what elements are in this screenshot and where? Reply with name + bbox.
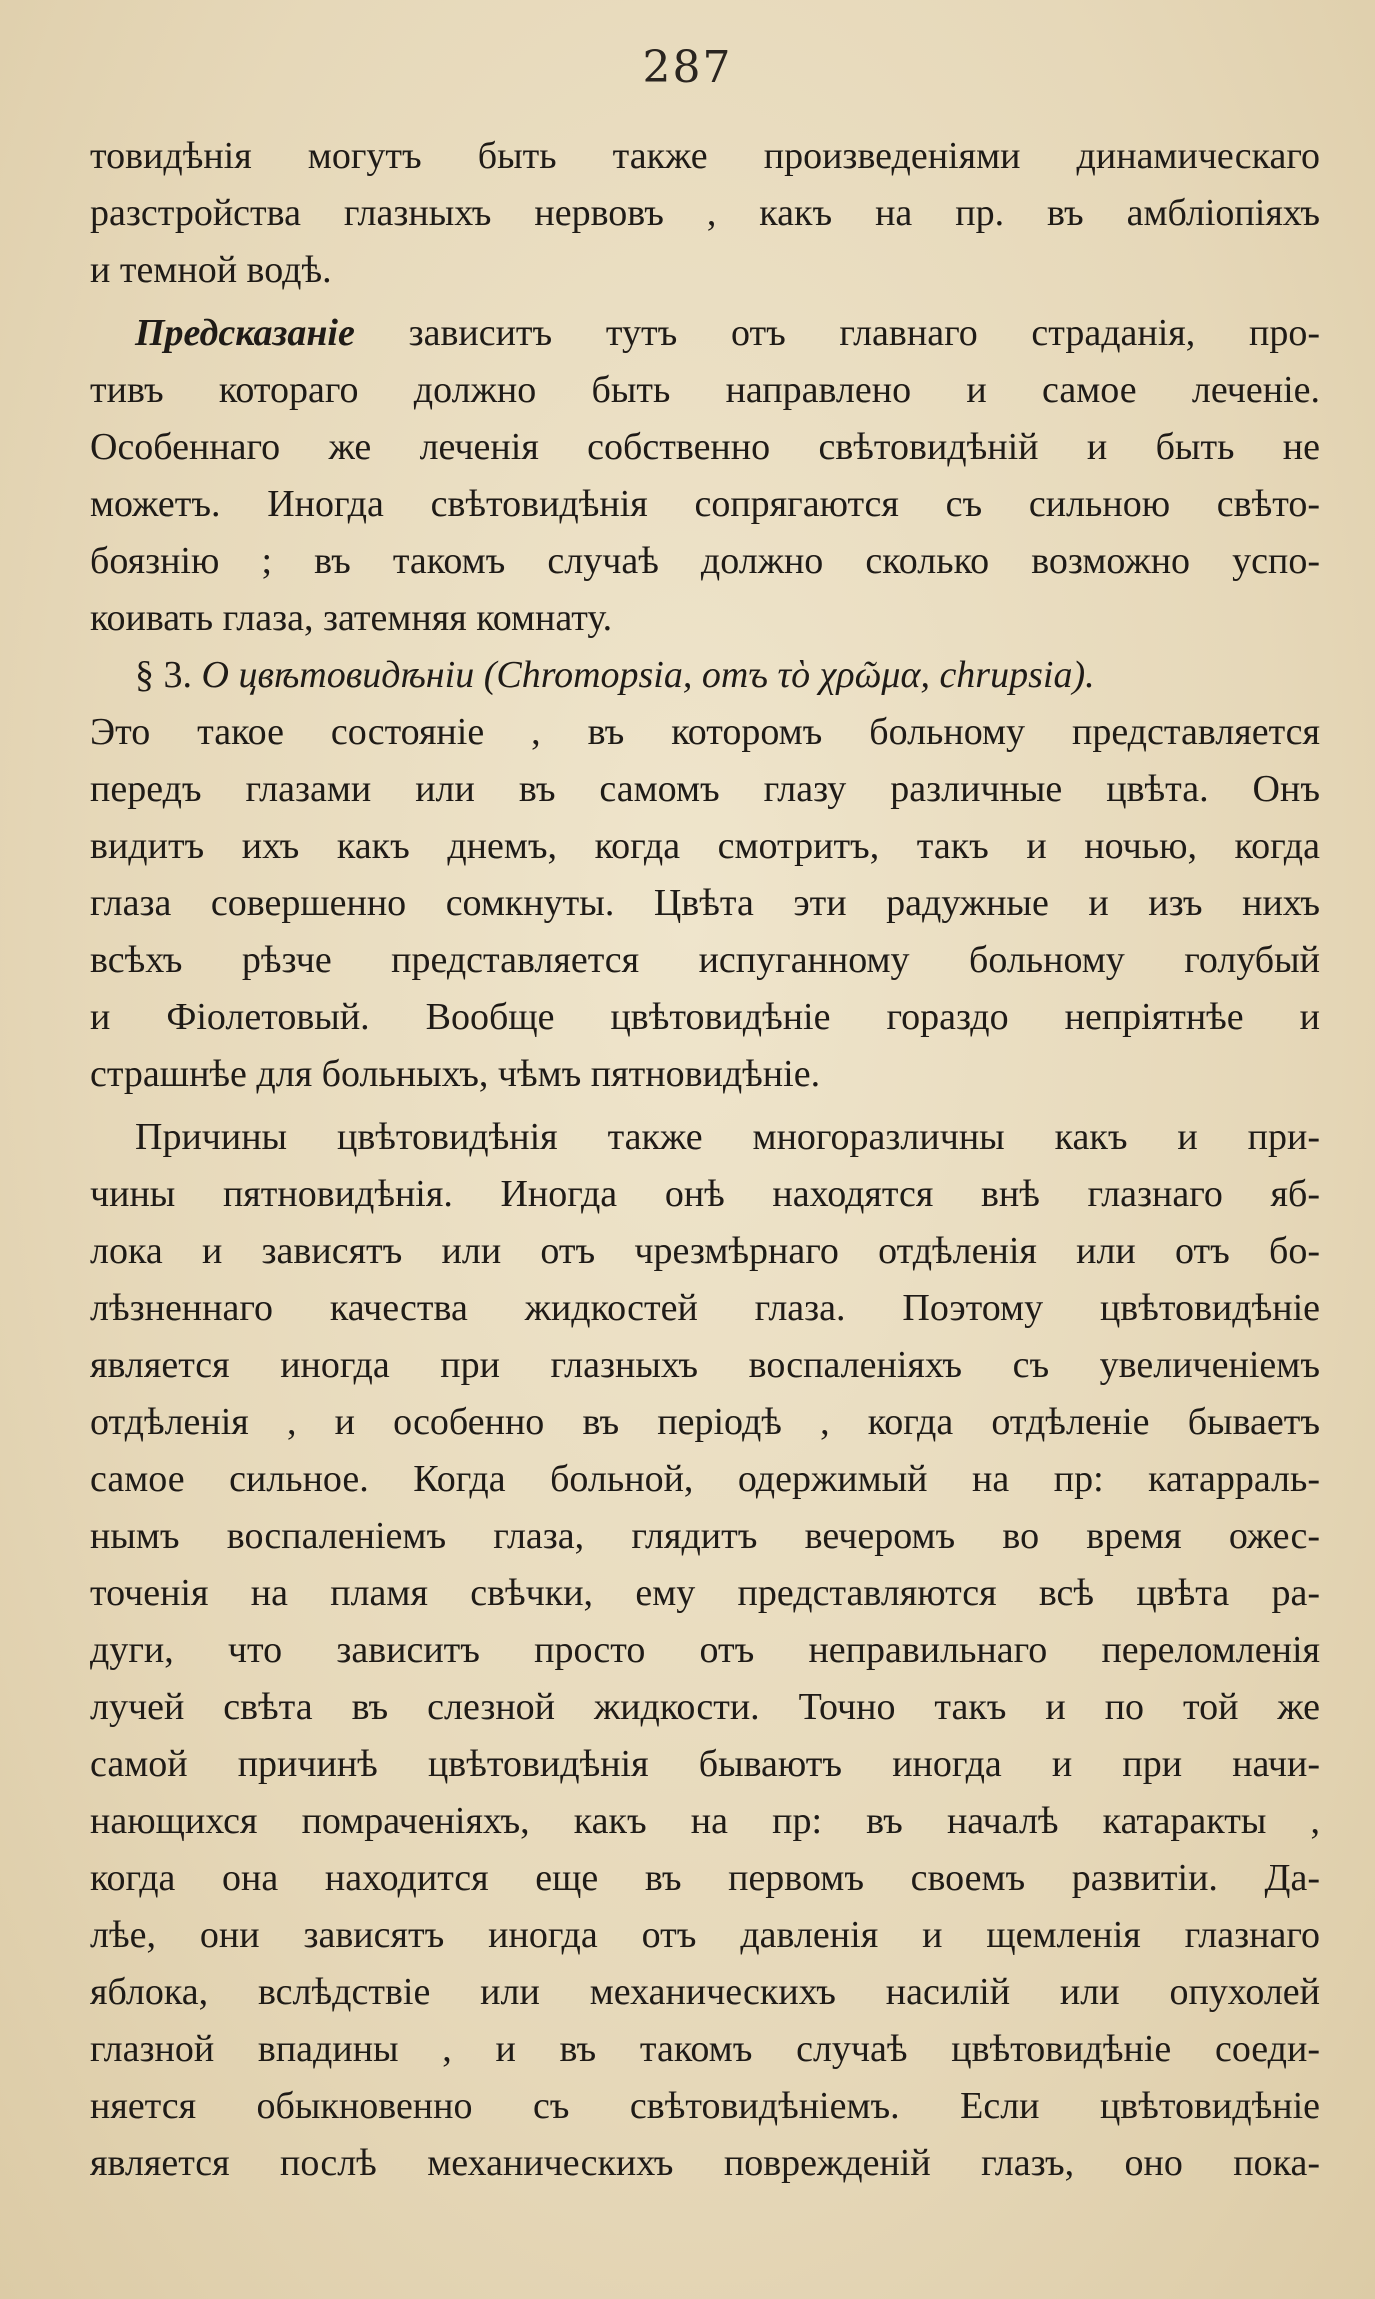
paragraph-4 — [90, 1109, 1320, 2192]
section-title: О цвѣтовидѣніи (Chromopsia, отъ τὸ χρῶμα, chrupsia). — [201, 654, 1095, 696]
text-line: Это такое состояніе , въ которомъ больному представляется — [90, 711, 1320, 753]
text-line: Особеннаго же леченія собственно свѣтовидѣній и быть не — [90, 426, 1320, 468]
text-line: всѣхъ рѣзче представляется испуганному больному голубый — [90, 939, 1320, 981]
text-line: самой причинѣ цвѣтовидѣнія бываютъ иногда и при начи- — [90, 1743, 1320, 1785]
text-line: яблока, вслѣдствіе или механическихъ насилій или опухолей — [90, 1971, 1320, 2013]
text-line: тивъ котораго должно быть направлено и самое леченіе. — [90, 369, 1320, 411]
text-line: лѣзненнаго качества жидкостей глаза. Поэтому цвѣтовидѣніе — [90, 1287, 1320, 1329]
text-line: передъ глазами или въ самомъ глазу различные цвѣта. Онъ — [90, 768, 1320, 810]
section-heading — [90, 647, 1320, 704]
text-line: няется обыкновенно съ свѣтовидѣніемъ. Если цвѣтовидѣніе — [90, 2085, 1320, 2127]
text-line — [90, 305, 1320, 362]
text-line: разстройства глазныхъ нервовъ , какъ на пр. въ амбліопіяхъ — [90, 192, 1320, 234]
text-line: чины пятновидѣнія. Иногда онѣ находятся внѣ глазнаго яб- — [90, 1173, 1320, 1215]
text-line: видитъ ихъ какъ днемъ, когда смотритъ, такъ и ночью, когда — [90, 825, 1320, 867]
text-line: можетъ. Иногда свѣтовидѣнія сопрягаются съ сильною свѣто- — [90, 483, 1320, 525]
text-line: является послѣ механическихъ поврежденій глазъ, оно пока- — [90, 2142, 1320, 2184]
text-line: является иногда при глазныхъ воспаленіяхъ съ увеличеніемъ — [90, 1344, 1320, 1386]
text-line: глазной впадины , и въ такомъ случаѣ цвѣтовидѣніе соеди- — [90, 2028, 1320, 2070]
text-line: лѣе, они зависятъ иногда отъ давленія и щемленія глазнаго — [90, 1914, 1320, 1956]
section-mark: § 3. — [135, 654, 192, 696]
text-line: нающихся помраченіяхъ, какъ на пр: въ началѣ катаракты , — [90, 1800, 1320, 1842]
text-line: нымъ воспаленіемъ глаза, глядитъ вечеромъ во время ожес- — [90, 1515, 1320, 1557]
text-line: страшнѣе для больныхъ, чѣмъ пятновидѣніе. — [90, 1053, 821, 1095]
page-number: 287 — [642, 42, 733, 93]
text-line: лучей свѣта въ слезной жидкости. Точно такъ и по той же — [90, 1686, 1320, 1728]
text-line: отдѣленія , и особенно въ періодѣ , когда отдѣленіе бываетъ — [90, 1401, 1320, 1443]
paragraph-2 — [90, 305, 1320, 647]
text-line: и Фіолетовый. Вообще цвѣтовидѣніе гораздо непріятнѣе и — [90, 996, 1320, 1038]
text-line: боязнію ; въ такомъ случаѣ должно сколько возможно успо- — [90, 540, 1320, 582]
prognosis-term: Предсказаніе — [135, 312, 355, 354]
paragraph-1 — [90, 128, 1320, 299]
section-3 — [90, 647, 1320, 1103]
text-line: точенія на пламя свѣчки, ему представляются всѣ цвѣта ра- — [90, 1572, 1320, 1614]
text-line: и темной водѣ. — [90, 249, 332, 291]
text-line: глаза совершенно сомкнуты. Цвѣта эти радужные и изъ нихъ — [90, 882, 1320, 924]
text-line: товидѣнія могутъ быть также произведеніями динамическаго — [90, 135, 1320, 177]
page-text — [90, 128, 1320, 2192]
text-line: Причины цвѣтовидѣнія также многоразличны какъ и при- — [135, 1116, 1320, 1158]
text-line: когда она находится еще въ первомъ своемъ развитіи. Да- — [90, 1857, 1320, 1899]
text-line: дуги, что зависитъ просто отъ неправильнаго переломленія — [90, 1629, 1320, 1671]
text-line: коивать глаза, затемняя комнату. — [90, 597, 613, 639]
text-line: лока и зависятъ или отъ чрезмѣрнаго отдѣленія или отъ бо- — [90, 1230, 1320, 1272]
text-fragment: зависитъ тутъ отъ главнаго страданія, про- — [354, 312, 1320, 354]
text-line: самое сильное. Когда больной, одержимый на пр: катарраль- — [90, 1458, 1320, 1500]
